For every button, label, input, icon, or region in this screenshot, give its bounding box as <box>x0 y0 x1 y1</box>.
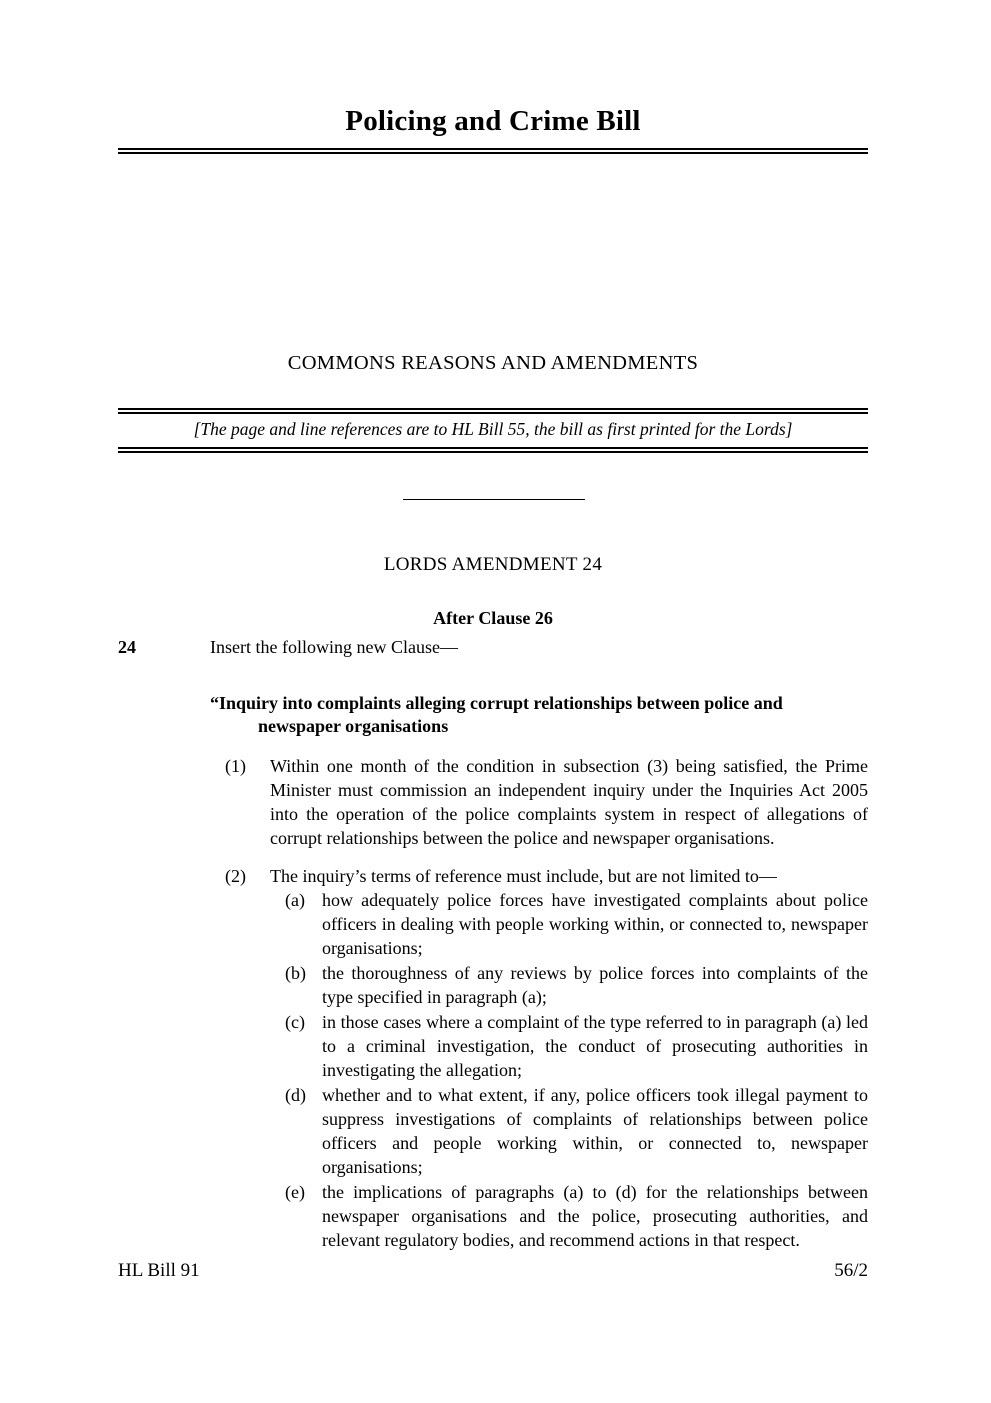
subsection-2-text: The inquiry’s terms of reference must include, but are not limited to— <box>270 865 777 886</box>
subsection-1-marker: (1) <box>225 755 246 776</box>
paragraph-d-marker: (d) <box>285 1084 306 1105</box>
paragraph-c-text: in those cases where a complaint of the type referred to in paragraph (a) led to a criminal investigation, the conduct of prosecuting authorities in investigating the allegation; <box>322 1012 868 1081</box>
paragraph-b-marker: (b) <box>285 963 306 984</box>
reference-note: [The page and line references are to HL Bill 55, the bill as first printed for the Lords] <box>193 419 793 439</box>
section-divider-rule <box>403 499 585 500</box>
note-rule-bottom <box>118 447 868 453</box>
quoted-clause-heading: “Inquiry into complaints alleging corrupt relationships between police and newspaper organisations <box>210 693 783 737</box>
footer-page-number: 56/2 <box>834 1260 868 1281</box>
subsection-2 <box>118 865 868 889</box>
page-title: Policing and Crime Bill <box>345 105 641 137</box>
paragraph-d-text: whether and to what extent, if any, police officers took illegal payment to suppress investigations of complaints of relationships between police officers and people working within, or connected to, newspaper organisations; <box>322 1084 868 1177</box>
paragraph-c <box>118 1011 868 1083</box>
paragraph-e <box>118 1181 868 1253</box>
clause-heading: After Clause 26 <box>433 608 553 628</box>
paragraph-a-marker: (a) <box>285 890 305 911</box>
insert-instruction-row <box>118 636 868 662</box>
paragraph-a-text: how adequately police forces have investigated complaints about police officers in dealing with people working within, or connected to, newspaper organisations; <box>322 890 868 959</box>
paragraph-e-text: the implications of paragraphs (a) to (d) for the relationships between newspaper organisations and the police, prosecuting authorities, and relevant regulatory bodies, and recommend actions in that respect. <box>322 1181 868 1250</box>
paragraph-b-text: the thoroughness of any reviews by police forces into complaints of the type specified in paragraph (a); <box>322 963 868 1008</box>
paragraph-b <box>118 962 868 1010</box>
page-footer <box>118 1260 868 1282</box>
amendment-number: 24 <box>118 637 136 657</box>
paragraph-e-marker: (e) <box>285 1181 305 1202</box>
note-rule-top <box>118 408 868 414</box>
title-double-rule <box>118 148 868 154</box>
paragraph-c-marker: (c) <box>285 1012 305 1033</box>
paragraph-d <box>118 1084 868 1180</box>
paragraph-a <box>118 889 868 961</box>
subsection-1 <box>118 755 868 851</box>
subsection-2-marker: (2) <box>225 865 246 886</box>
amendment-body <box>118 636 868 1253</box>
insert-instruction-text: Insert the following new Clause— <box>210 637 458 657</box>
section-heading: COMMONS REASONS AND AMENDMENTS <box>287 352 699 374</box>
amendment-heading: LORDS AMENDMENT 24 <box>383 554 603 575</box>
subsection-1-text: Within one month of the condition in subsection (3) being satisfied, the Prime Minister must commission an independent inquiry under the Inquiries Act 2005 into the operation of the police complaints system in respect of allegations of corrupt relationships between the police and newspaper organisations. <box>270 755 868 848</box>
footer-bill-number: HL Bill 91 <box>118 1260 200 1281</box>
